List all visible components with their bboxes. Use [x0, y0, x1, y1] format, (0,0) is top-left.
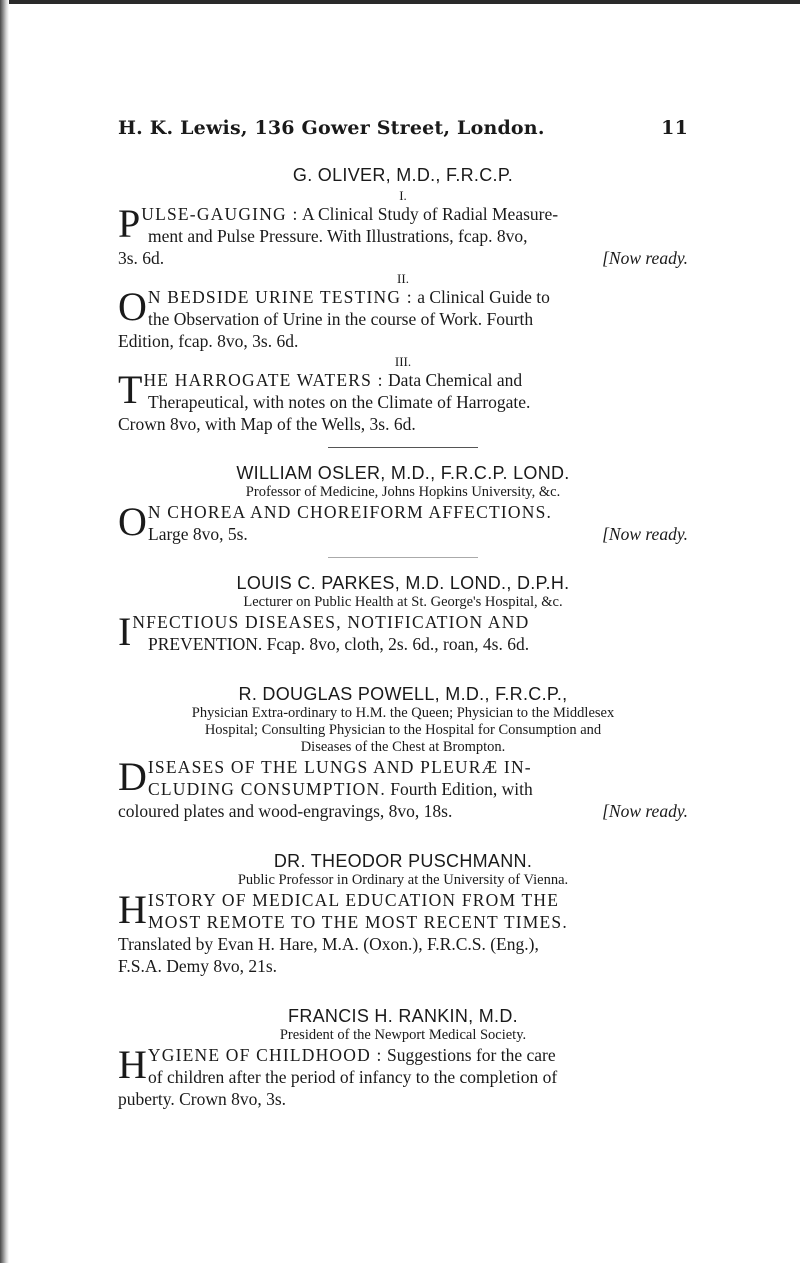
- status-note: [Now ready.: [602, 801, 688, 821]
- author-credentials: Public Professor in Ordinary at the University of Vienna.: [237, 872, 569, 888]
- section-spacer: [118, 836, 688, 850]
- work-description: A Clinical Study of Radial Measure-: [298, 204, 559, 224]
- author-heading: WILLIAM OSLER, M.D., F.R.C.P. LOND.: [236, 463, 570, 483]
- section-divider: [328, 447, 478, 448]
- work-numeral: I.: [399, 188, 407, 203]
- author-credentials: President of the Newport Medical Society.: [279, 1027, 527, 1043]
- work-entry: [118, 611, 688, 655]
- author-heading: FRANCIS H. RANKIN, M.D.: [288, 1006, 518, 1026]
- drop-cap: P: [118, 201, 141, 246]
- work-price: F.S.A. Demy 8vo, 21s.: [118, 956, 278, 976]
- work-description-line: PREVENTION. Fcap. 8vo, cloth, 2s. 6d., roan, 4s. 6d.: [148, 634, 530, 654]
- work-description: Fourth Edition, with: [385, 779, 533, 799]
- drop-cap: O: [118, 284, 147, 329]
- work-price: Large 8vo, 5s.: [148, 524, 248, 544]
- author-heading: R. DOUGLAS POWELL, M.D., F.R.C.P.,: [238, 684, 568, 704]
- work-title: ISTORY OF MEDICAL EDUCATION FROM THE: [147, 890, 560, 910]
- work-entry: [118, 286, 688, 352]
- work-description-line: the Observation of Urine in the course of Work. Fourth: [148, 309, 534, 329]
- work-description: Suggestions for the care: [382, 1045, 556, 1065]
- work-description-line: Therapeutical, with notes on the Climate of Harrogate.: [148, 392, 531, 412]
- drop-cap: H: [118, 887, 147, 932]
- work-numeral: II.: [397, 271, 409, 286]
- author-credentials-line: Physician Extra-ordinary to H.M. the Queen; Physician to the Middlesex: [191, 705, 615, 721]
- work-description: a Clinical Guide to: [412, 287, 550, 307]
- section-puschmann: [118, 850, 688, 977]
- status-note: [Now ready.: [602, 248, 688, 268]
- work-title: N BEDSIDE URINE TESTING :: [147, 287, 413, 307]
- work-price: 3s. 6d.: [118, 248, 165, 268]
- running-head: [118, 117, 688, 139]
- section-spacer: [118, 655, 688, 669]
- author-heading: DR. THEODOR PUSCHMANN.: [273, 851, 533, 871]
- work-title: ISEASES OF THE LUNGS AND PLEURÆ IN-: [147, 757, 532, 777]
- author-credentials-line: Diseases of the Chest at Brompton.: [300, 739, 506, 755]
- section-rankin: [118, 1005, 688, 1110]
- page-number: 11: [661, 117, 688, 139]
- status-note: [Now ready.: [602, 524, 688, 544]
- work-description: Data Chemical and: [383, 370, 523, 390]
- work-price: Edition, fcap. 8vo, 3s. 6d.: [118, 331, 299, 351]
- work-numeral: III.: [394, 354, 412, 369]
- section-spacer: [118, 991, 688, 1005]
- work-entry: [118, 889, 688, 977]
- work-translator: Translated by Evan H. Hare, M.A. (Oxon.), F.R.C.S. (Eng.),: [118, 934, 539, 954]
- work-entry: [118, 369, 688, 435]
- work-title: N CHOREA AND CHOREIFORM AFFECTIONS.: [147, 502, 553, 522]
- running-head-text: H. K. Lewis, 136 Gower Street, London.: [118, 117, 545, 139]
- author-credentials-line: Hospital; Consulting Physician to the Hospital for Consumption and: [204, 722, 602, 738]
- drop-cap: T: [118, 367, 143, 412]
- drop-cap: D: [118, 754, 147, 799]
- work-title-continued: MOST REMOTE TO THE MOST RECENT TIMES.: [148, 912, 568, 932]
- work-entry: [118, 203, 688, 269]
- author-heading: G. OLIVER, M.D., F.R.C.P.: [292, 165, 514, 185]
- section-spacer: [118, 977, 688, 991]
- section-divider: [328, 557, 478, 558]
- work-title: NFECTIOUS DISEASES, NOTIFICATION AND: [132, 612, 530, 632]
- work-description-line: of children after the period of infancy to the completion of: [148, 1067, 558, 1087]
- work-price: puberty. Crown 8vo, 3s.: [118, 1089, 287, 1109]
- section-parkes: [118, 572, 688, 655]
- work-entry: [118, 501, 688, 545]
- author-heading: LOUIS C. PARKES, M.D. LOND., D.P.H.: [236, 573, 570, 593]
- work-price: Crown 8vo, with Map of the Wells, 3s. 6d.: [118, 414, 416, 434]
- author-credentials: Professor of Medicine, Johns Hopkins University, &c.: [245, 484, 561, 500]
- catalogue-page: [118, 164, 688, 1110]
- page-binding-edge: [0, 0, 9, 1263]
- drop-cap: I: [118, 609, 132, 654]
- work-entry: [118, 1044, 688, 1110]
- work-title: ULSE-GAUGING :: [141, 204, 299, 224]
- work-title-continued: CLUDING CONSUMPTION.: [148, 779, 386, 799]
- section-osler: [118, 462, 688, 545]
- section-spacer: [118, 822, 688, 836]
- section-spacer: [118, 669, 688, 683]
- drop-cap: O: [118, 499, 147, 544]
- work-title: HE HARROGATE WATERS :: [143, 370, 384, 390]
- drop-cap: H: [118, 1042, 147, 1087]
- section-oliver: [118, 164, 688, 435]
- top-edge-rule: [0, 0, 800, 4]
- author-credentials: Lecturer on Public Health at St. George's Hospital, &c.: [243, 594, 563, 610]
- work-description-line: ment and Pulse Pressure. With Illustrations, fcap. 8vo,: [148, 226, 528, 246]
- section-powell: [118, 683, 688, 822]
- work-title: YGIENE OF CHILDHOOD :: [147, 1045, 383, 1065]
- work-entry: [118, 756, 688, 822]
- work-price: coloured plates and wood-engravings, 8vo, 18s.: [118, 801, 453, 821]
